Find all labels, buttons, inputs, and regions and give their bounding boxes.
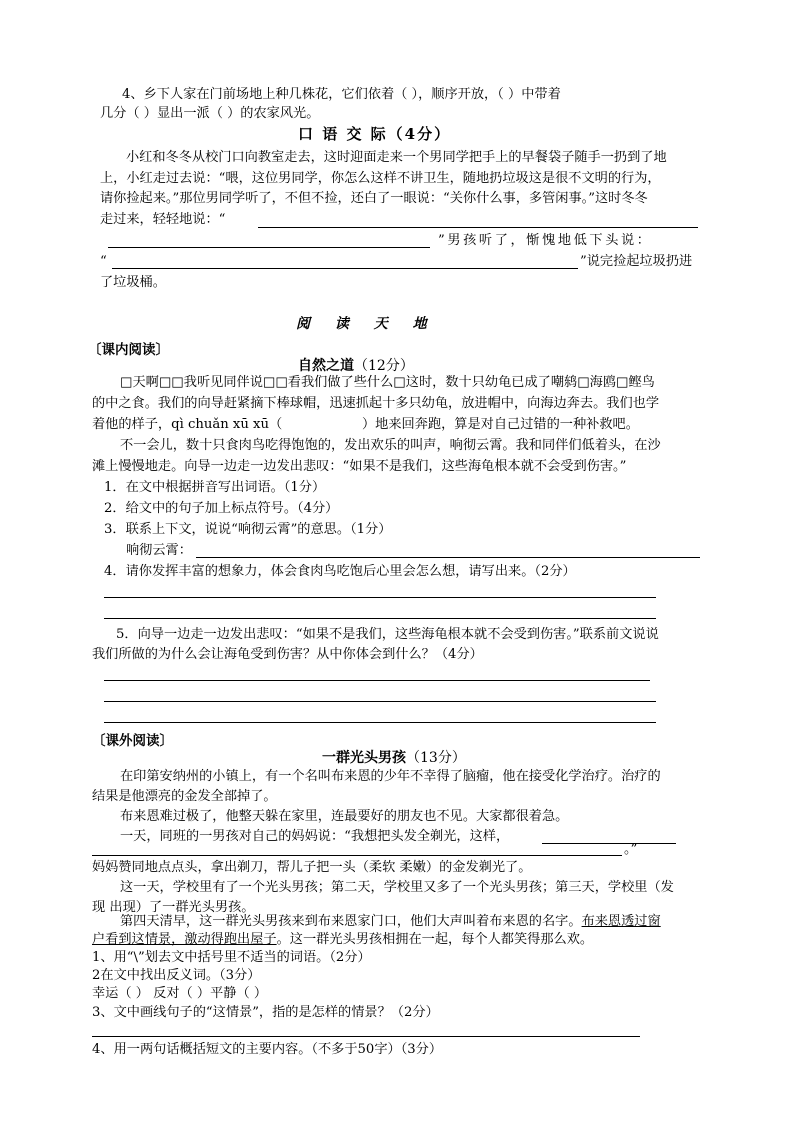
exercise-4: 4、用一两句话概括短文的主要内容。（不多于50字）（3分）	[92, 1042, 443, 1057]
story-underlined-part2: 户看到这情景，激动得跑出屋子	[92, 932, 277, 947]
passage2-title: 一群光头男孩	[322, 750, 406, 766]
exercise-3: 3、文中画线句子的“这情景”，指的是怎样的情景？（2分）	[92, 1005, 439, 1020]
passage1-title-row	[298, 355, 414, 375]
exercise-3-answer-line[interactable]	[92, 1036, 640, 1037]
passage1-line1: □天啊□□我听见同伴说□□看我们做了些什么□这时，数十只幼龟已成了嘲鸫□海鸥□鲣鸟	[120, 375, 655, 390]
passage1-line3b: ）地来回奔跑，算是对自己过错的一种补救吧。	[362, 417, 639, 432]
question-1: 1．在文中根据拼音写出词语。（1分）	[104, 480, 326, 495]
question-4: 4．请你发挥丰富的想象力，体会食肉鸟吃饱后心里会怎么想，请写出来。（2分）	[104, 564, 576, 579]
story-underlined-part1: 布来恩透过窗	[581, 914, 661, 929]
story-line10-text: 。这一群光头男孩相拥在一起，每个人都笑得那么欢。	[276, 932, 594, 947]
question-5-line2: 我们所做的为什么会让海龟受到伤害？从中你体会到什么？（4分）	[92, 647, 483, 662]
q4-line1: 4、乡下人家在门前场地上种几株花，它们依着（ ），顺序开放，（ ）中带着	[122, 87, 561, 102]
question-5-line1: 5．向导一边走一边发出悲叹：“如果不是我们，这些海龟根本就不会受到伤害。”联系前文说说	[116, 627, 659, 642]
story-line5-end: 。”	[624, 842, 638, 857]
exercise-1: 1、用“\”划去文中括号里不适当的词语。（2分）	[92, 950, 371, 965]
passage2-title-row	[322, 747, 466, 767]
story-line10	[92, 931, 593, 949]
question-3-label: 响彻云霄：	[126, 543, 192, 558]
story-line4: 一天，同班的一男孩对自己的妈妈说：“我想把头发全剃光，这样，	[120, 829, 510, 844]
oral-para-line6: ”说完捡起垃圾扔进	[580, 254, 693, 269]
inclass-reading-tag: 〔课内阅读〕	[88, 342, 169, 358]
story-answer-line2[interactable]	[92, 855, 622, 856]
oral-answer-line3[interactable]	[112, 268, 578, 269]
question-3-answer-line[interactable]	[196, 557, 700, 558]
story-line7: 这一天，学校里有了一个光头男孩；第二天，学校里又多了一个光头男孩；第三天，学校里（发	[120, 880, 674, 895]
reading-section-title: 阅 读 天 地	[296, 316, 437, 332]
question-5-answer-line2[interactable]	[104, 701, 656, 702]
oral-quote-open: “	[100, 254, 107, 269]
outclass-reading-tag: 〔课外阅读〕	[92, 733, 173, 749]
oral-para-line7: 了垃圾桶。	[100, 275, 166, 290]
story-line9	[120, 913, 661, 931]
oral-para-line3: 请你捡起来。”那位男同学听了，不但不捡，还白了一眼说：“关你什么事，多管闲事。”这时冬冬	[100, 191, 648, 206]
story-answer-line1[interactable]	[542, 843, 676, 844]
question-3: 3．联系上下文，说说“响彻云霄”的意思。（1分）	[104, 522, 392, 537]
story-line3: 布来恩难过极了，他整天躲在家里，连最要好的朋友也不见。大家都很着急。	[120, 809, 569, 824]
passage2-score: （13分）	[406, 750, 466, 766]
question-4-answer-line1[interactable]	[104, 597, 656, 598]
q4-line2: 几分（ ）显出一派（ ）的农家风光。	[100, 106, 320, 121]
passage1-line4: 不一会儿，数十只食肉鸟吃得饱饱的，发出欢乐的叫声，响彻云霄。我和同伴们低着头，在沙	[120, 438, 661, 453]
passage1-line2: 的中之食。我们的向导赶紧摘下棒球帽，迅速抓起十多只幼龟，放进帽中，向海边奔去。我们也学	[92, 396, 660, 411]
oral-answer-line2[interactable]	[108, 247, 430, 248]
passage1-line5: 滩上慢慢地走。向导一边走一边发出悲叹：“如果不是我们，这些海龟根本就不会受到伤害。”	[92, 459, 627, 474]
oral-section-title: 口 语 交 际（4分）	[298, 125, 452, 143]
story-line1: 在印第安纳州的小镇上，有一个名叫布来恩的少年不幸得了脑瘤，他在接受化学治疗。治疗的	[120, 769, 661, 784]
question-2: 2．给文中的句子加上标点符号。（4分）	[104, 501, 339, 516]
oral-para-line2: 上，小红走过去说：“喂，这位男同学，你怎么这样不讲卫生，随地扔垃圾这是很不文明的行为，	[100, 171, 661, 186]
oral-para-line4: 走过来，轻轻地说：“	[100, 212, 226, 227]
story-line8: 现 出现）了一群光头男孩。	[92, 900, 255, 915]
passage1-title: 自然之道	[298, 358, 354, 374]
story-line2: 结果是他漂亮的金发全部掉了。	[92, 789, 277, 804]
oral-para-line1: 小红和冬冬从校门口向教室走去，这时迎面走来一个男同学把手上的早餐袋子随手一扔到了地	[126, 150, 667, 165]
question-4-answer-line2[interactable]	[104, 618, 656, 619]
story-line6: 妈妈赞同地点点头，拿出剃刀，帮儿子把一头（柔软 柔嫩）的金发剃光了。	[92, 860, 532, 875]
passage1-score: （12分）	[354, 358, 414, 374]
passage1-line3a: 着他的样子，qì chuǎn xū xū（	[92, 417, 283, 432]
oral-para-line5: ”男孩听了，惭愧地低下头说：	[438, 233, 653, 248]
exercise-2: 2在文中找出反义词。（3分）	[92, 968, 261, 983]
question-5-answer-line3[interactable]	[104, 722, 656, 723]
exercise-2-items: 幸运（ ） 反对（ ）平静（ ）	[92, 986, 268, 1001]
story-line9-text: 第四天清早，这一群光头男孩来到布来恩家门口，他们大声叫着布来恩的名字。	[120, 914, 582, 929]
question-5-answer-line1[interactable]	[104, 680, 650, 681]
oral-answer-line1[interactable]	[258, 227, 698, 228]
